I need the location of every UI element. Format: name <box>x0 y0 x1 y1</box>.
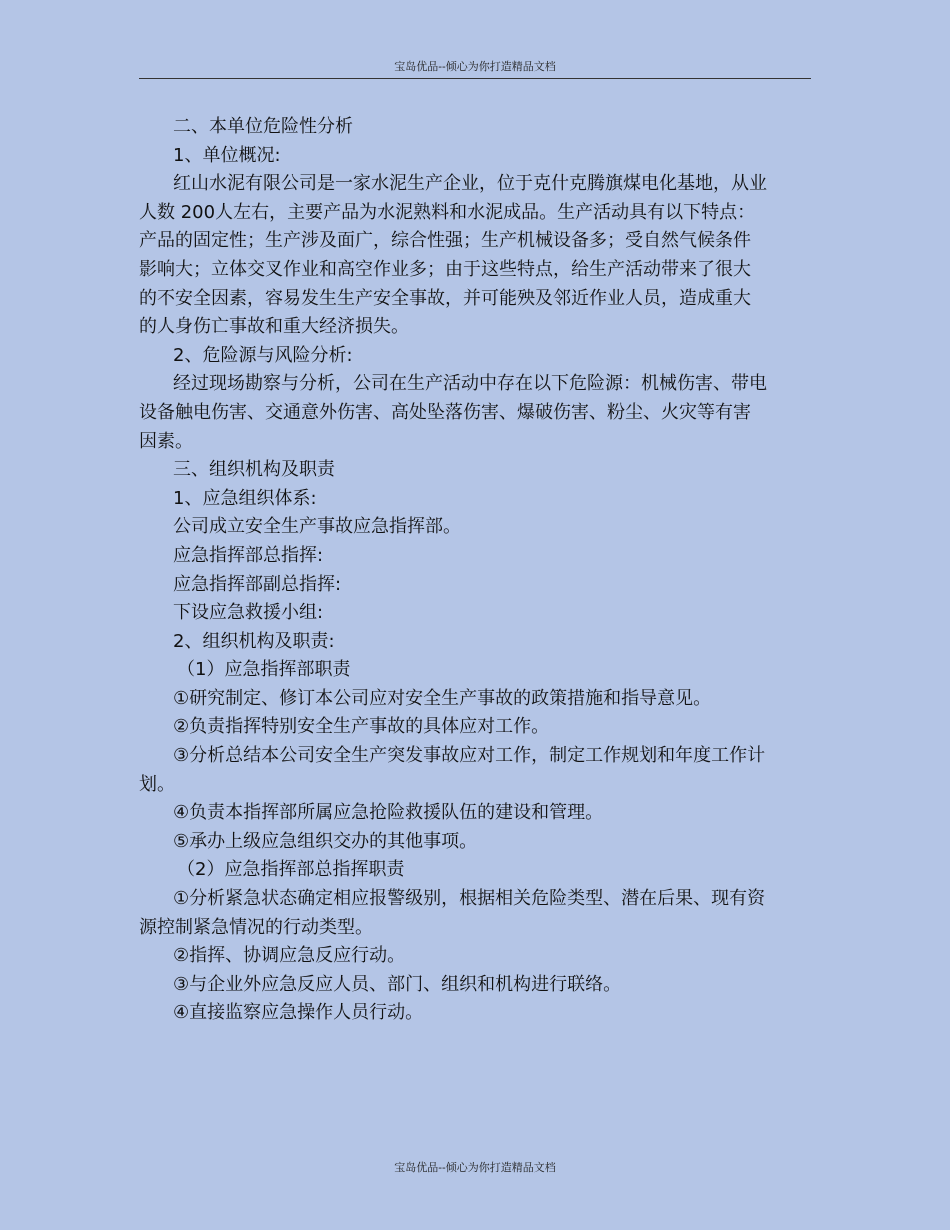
subheading-hazard-risk: 2、危险源与风险分析: <box>173 344 353 366</box>
duty-item: ①分析紧急状态确定相应报警级别，根据相关危险类型、潜在后果、现有资源控制紧急情况的行动类型。 <box>139 888 766 938</box>
document-body <box>139 113 767 1028</box>
subheading-unit-overview: 1、单位概况: <box>173 144 281 166</box>
paragraph-unit-overview: 红山水泥有限公司是一家水泥生产企业，位于克什克腾旗煤电化基地，从业人数 200人左右，主要产品为水泥熟料和水泥成品。生产活动具有以下特点：产品的固定性；生产涉及面广，综合性强；生产机械设备多；受自然气候条件影响大；立体交叉作业和高空作业多；由于这些特点，给生产活动带来了很大的不安全因素，容易发生生产安全事故，并可能殃及邻近作业人员，造成重大的人身伤亡事故和重大经济损失。 <box>139 173 767 338</box>
duty-item: ②负责指挥特别安全生产事故的具体应对工作。 <box>173 716 550 738</box>
subheading-chief-duties: （2）应急指挥部总指挥职责 <box>177 859 405 881</box>
duty-item: ⑤承办上级应急组织交办的其他事项。 <box>173 830 478 852</box>
list-item-rescue-teams: 下设应急救援小组: <box>173 602 324 624</box>
subheading-org-duties: 2、组织机构及职责: <box>173 630 335 652</box>
subheading-command-duties: （1）应急指挥部职责 <box>177 659 351 681</box>
page-footer: 宝岛优品--倾心为你打造精品文档 <box>394 1161 556 1174</box>
paragraph-command-established: 公司成立安全生产事故应急指挥部。 <box>173 516 461 538</box>
duty-item: ④负责本指挥部所属应急抢险救援队伍的建设和管理。 <box>173 802 604 824</box>
duty-item: ①研究制定、修订本公司应对安全生产事故的政策措施和指导意见。 <box>173 687 712 709</box>
list-item-deputy-commander: 应急指挥部副总指挥: <box>173 573 342 595</box>
subheading-emergency-system: 1、应急组织体系: <box>173 487 317 509</box>
duty-item: ②指挥、协调应急反应行动。 <box>173 945 406 967</box>
duty-item: ③分析总结本公司安全生产突发事故应对工作，制定工作规划和年度工作计划。 <box>139 745 766 795</box>
list-item-chief-commander: 应急指挥部总指挥: <box>173 544 324 566</box>
duty-item: ④直接监察应急操作人员行动。 <box>173 1002 424 1024</box>
section-heading-hazard-analysis: 二、本单位危险性分析 <box>173 116 353 137</box>
section-heading-organization: 三、组织机构及职责 <box>173 459 335 481</box>
page-header: 宝岛优品--倾心为你打造精品文档 <box>139 57 811 79</box>
duty-item: ③与企业外应急反应人员、部门、组织和机构进行联络。 <box>173 973 622 995</box>
paragraph-hazard-risk: 经过现场勘察与分析，公司在生产活动中存在以下危险源：机械伤害、带电设备触电伤害、交通意外伤害、高处坠落伤害、爆破伤害、粉尘、火灾等有害因素。 <box>139 373 767 452</box>
